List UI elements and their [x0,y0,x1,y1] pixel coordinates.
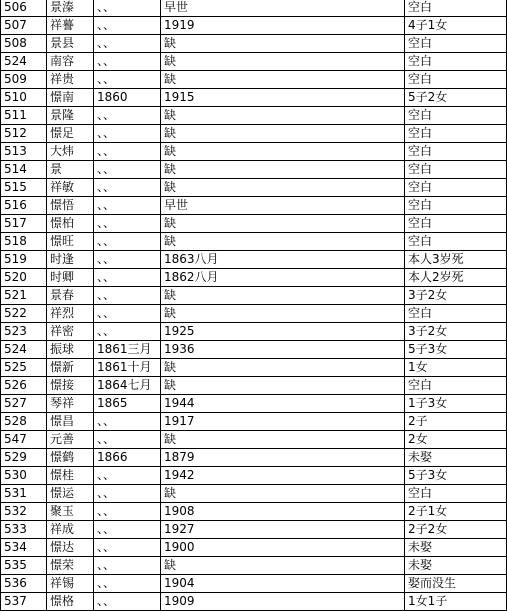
issue-cell: 空白 [405,197,507,215]
person-name-cell: 元善 [47,431,94,449]
issue-cell: 空白 [405,53,507,71]
record-id-cell: 534 [1,539,47,557]
person-name-cell: 祥謩 [47,17,94,35]
issue-cell: 2女 [405,431,507,449]
person-name-cell: 憬南 [47,89,94,107]
record-id-cell: 525 [1,359,47,377]
death-cell: 1925 [161,323,405,341]
table-row [1,35,507,53]
person-name-cell: 憬新 [47,359,94,377]
birth-cell: 、、 [94,539,161,557]
record-id-cell: 511 [1,107,47,125]
person-name-cell: 憬鹤 [47,449,94,467]
death-cell: 1904 [161,575,405,593]
death-cell: 缺 [161,161,405,179]
table-row [1,521,507,539]
death-cell: 1919 [161,17,405,35]
table-row [1,431,507,449]
table-row [1,143,507,161]
record-id-cell: 510 [1,89,47,107]
birth-cell: 、、 [94,575,161,593]
table-row [1,125,507,143]
person-name-cell: 琴祥 [47,395,94,413]
birth-cell: 、、 [94,17,161,35]
death-cell: 早世 [161,197,405,215]
record-id-cell: 515 [1,179,47,197]
issue-cell: 1女1子 [405,593,507,611]
person-name-cell: 祥锡 [47,575,94,593]
death-cell: 缺 [161,215,405,233]
issue-cell: 空白 [405,215,507,233]
person-name-cell: 憬达 [47,539,94,557]
record-id-cell: 514 [1,161,47,179]
death-cell: 缺 [161,71,405,89]
table-row [1,413,507,431]
death-cell: 缺 [161,125,405,143]
issue-cell: 本人2岁死 [405,269,507,287]
person-name-cell: 憬荣 [47,557,94,575]
record-id-cell: 517 [1,215,47,233]
person-name-cell: 时逢 [47,251,94,269]
birth-cell: 、、 [94,71,161,89]
person-name-cell: 景隆 [47,107,94,125]
person-name-cell: 憬运 [47,485,94,503]
table-row [1,485,507,503]
record-id-cell: 524 [1,53,47,71]
birth-cell: 1860 [94,89,161,107]
record-id-cell: 516 [1,197,47,215]
death-cell: 缺 [161,143,405,161]
death-cell: 缺 [161,35,405,53]
issue-cell: 空白 [405,377,507,395]
person-name-cell: 南容 [47,53,94,71]
death-cell: 1862八月 [161,269,405,287]
birth-cell: 、、 [94,125,161,143]
record-id-cell: 536 [1,575,47,593]
issue-cell: 4子1女 [405,17,507,35]
person-name-cell: 大炜 [47,143,94,161]
record-id-cell: 533 [1,521,47,539]
person-name-cell: 景溱 [47,0,94,17]
death-cell: 缺 [161,287,405,305]
death-cell: 缺 [161,305,405,323]
death-cell: 早世 [161,0,405,17]
table-row [1,89,507,107]
person-name-cell: 憬格 [47,593,94,611]
record-id-cell: 509 [1,71,47,89]
birth-cell: 1864七月 [94,377,161,395]
issue-cell: 空白 [405,305,507,323]
birth-cell: 、、 [94,143,161,161]
death-cell: 缺 [161,557,405,575]
table-row [1,17,507,35]
record-id-cell: 547 [1,431,47,449]
table-row [1,449,507,467]
birth-cell: 、、 [94,53,161,71]
person-name-cell: 景县 [47,35,94,53]
table-row [1,269,507,287]
death-cell: 1936 [161,341,405,359]
issue-cell: 空白 [405,143,507,161]
person-name-cell: 景 [47,161,94,179]
table-row [1,359,507,377]
issue-cell: 2子1女 [405,503,507,521]
person-name-cell: 憬昌 [47,413,94,431]
issue-cell: 空白 [405,233,507,251]
table-row [1,251,507,269]
person-name-cell: 憬桂 [47,467,94,485]
death-cell: 缺 [161,53,405,71]
birth-cell: 、、 [94,323,161,341]
birth-cell: 、、 [94,593,161,611]
death-cell: 1915 [161,89,405,107]
person-name-cell: 憬旺 [47,233,94,251]
death-cell: 缺 [161,377,405,395]
record-id-cell: 518 [1,233,47,251]
birth-cell: 1861十月 [94,359,161,377]
person-name-cell: 祥敏 [47,179,94,197]
issue-cell: 1女 [405,359,507,377]
person-name-cell: 景春 [47,287,94,305]
table-row [1,215,507,233]
issue-cell: 5子2女 [405,89,507,107]
issue-cell: 本人3岁死 [405,251,507,269]
birth-cell: 、、 [94,179,161,197]
birth-cell: 、、 [94,467,161,485]
birth-cell: 、、 [94,305,161,323]
person-name-cell: 憬足 [47,125,94,143]
issue-cell: 未娶 [405,539,507,557]
issue-cell: 娶而没生 [405,575,507,593]
birth-cell: 、、 [94,287,161,305]
issue-cell: 1子3女 [405,395,507,413]
issue-cell: 空白 [405,35,507,53]
death-cell: 1927 [161,521,405,539]
person-name-cell: 祥贵 [47,71,94,89]
birth-cell: 、、 [94,557,161,575]
person-name-cell: 祥成 [47,521,94,539]
birth-cell: 、、 [94,215,161,233]
issue-cell: 2子 [405,413,507,431]
record-id-cell: 537 [1,593,47,611]
table-row [1,467,507,485]
birth-cell: 1866 [94,449,161,467]
person-name-cell: 时卿 [47,269,94,287]
table-row [1,197,507,215]
person-name-cell: 憬接 [47,377,94,395]
issue-cell: 2子2女 [405,521,507,539]
issue-cell: 空白 [405,485,507,503]
issue-cell: 空白 [405,71,507,89]
record-id-cell: 531 [1,485,47,503]
birth-cell: 、、 [94,503,161,521]
issue-cell: 未娶 [405,557,507,575]
table-row [1,71,507,89]
person-name-cell: 振球 [47,341,94,359]
table-row [1,341,507,359]
table-row [1,161,507,179]
table-row [1,539,507,557]
record-id-cell: 523 [1,323,47,341]
death-cell: 缺 [161,359,405,377]
record-id-cell: 508 [1,35,47,53]
table-row [1,503,507,521]
record-id-cell: 527 [1,395,47,413]
table-row [1,179,507,197]
birth-cell: 、、 [94,431,161,449]
issue-cell: 5子3女 [405,467,507,485]
death-cell: 缺 [161,107,405,125]
death-cell: 缺 [161,179,405,197]
record-id-cell: 529 [1,449,47,467]
table-row [1,557,507,575]
record-id-cell: 528 [1,413,47,431]
death-cell: 缺 [161,431,405,449]
issue-cell: 空白 [405,161,507,179]
birth-cell: 、、 [94,251,161,269]
record-id-cell: 521 [1,287,47,305]
record-id-cell: 512 [1,125,47,143]
person-name-cell: 祥烈 [47,305,94,323]
death-cell: 1863八月 [161,251,405,269]
record-id-cell: 520 [1,269,47,287]
issue-cell: 未娶 [405,449,507,467]
record-id-cell: 506 [1,0,47,17]
issue-cell: 3子2女 [405,323,507,341]
death-cell: 缺 [161,485,405,503]
birth-cell: 、、 [94,197,161,215]
birth-cell: 、、 [94,485,161,503]
death-cell: 1900 [161,539,405,557]
table-row [1,233,507,251]
death-cell: 1879 [161,449,405,467]
table-row [1,593,507,611]
record-id-cell: 535 [1,557,47,575]
birth-cell: 、、 [94,233,161,251]
death-cell: 1944 [161,395,405,413]
table-row [1,395,507,413]
record-id-cell: 524 [1,341,47,359]
birth-cell: 1861三月 [94,341,161,359]
person-name-cell: 祥密 [47,323,94,341]
person-name-cell: 憬柏 [47,215,94,233]
table-row [1,305,507,323]
table-row [1,0,507,17]
birth-cell: 、、 [94,161,161,179]
death-cell: 1908 [161,503,405,521]
birth-cell: 1865 [94,395,161,413]
issue-cell: 空白 [405,107,507,125]
table-row [1,575,507,593]
record-id-cell: 522 [1,305,47,323]
death-cell: 1942 [161,467,405,485]
record-id-cell: 513 [1,143,47,161]
record-id-cell: 530 [1,467,47,485]
record-id-cell: 507 [1,17,47,35]
record-id-cell: 519 [1,251,47,269]
issue-cell: 3子2女 [405,287,507,305]
table-row [1,377,507,395]
record-id-cell: 532 [1,503,47,521]
birth-cell: 、、 [94,521,161,539]
record-id-cell: 526 [1,377,47,395]
birth-cell: 、、 [94,35,161,53]
issue-cell: 空白 [405,0,507,17]
issue-cell: 空白 [405,179,507,197]
birth-cell: 、、 [94,107,161,125]
table-body [1,0,507,611]
birth-cell: 、、 [94,413,161,431]
death-cell: 1917 [161,413,405,431]
table-row [1,287,507,305]
death-cell: 缺 [161,233,405,251]
birth-cell: 、、 [94,269,161,287]
birth-cell: 、、 [94,0,161,17]
person-name-cell: 憬悟 [47,197,94,215]
issue-cell: 空白 [405,125,507,143]
issue-cell: 5子3女 [405,341,507,359]
table-row [1,323,507,341]
person-name-cell: 聚玉 [47,503,94,521]
table-row [1,53,507,71]
death-cell: 1909 [161,593,405,611]
table-row [1,107,507,125]
